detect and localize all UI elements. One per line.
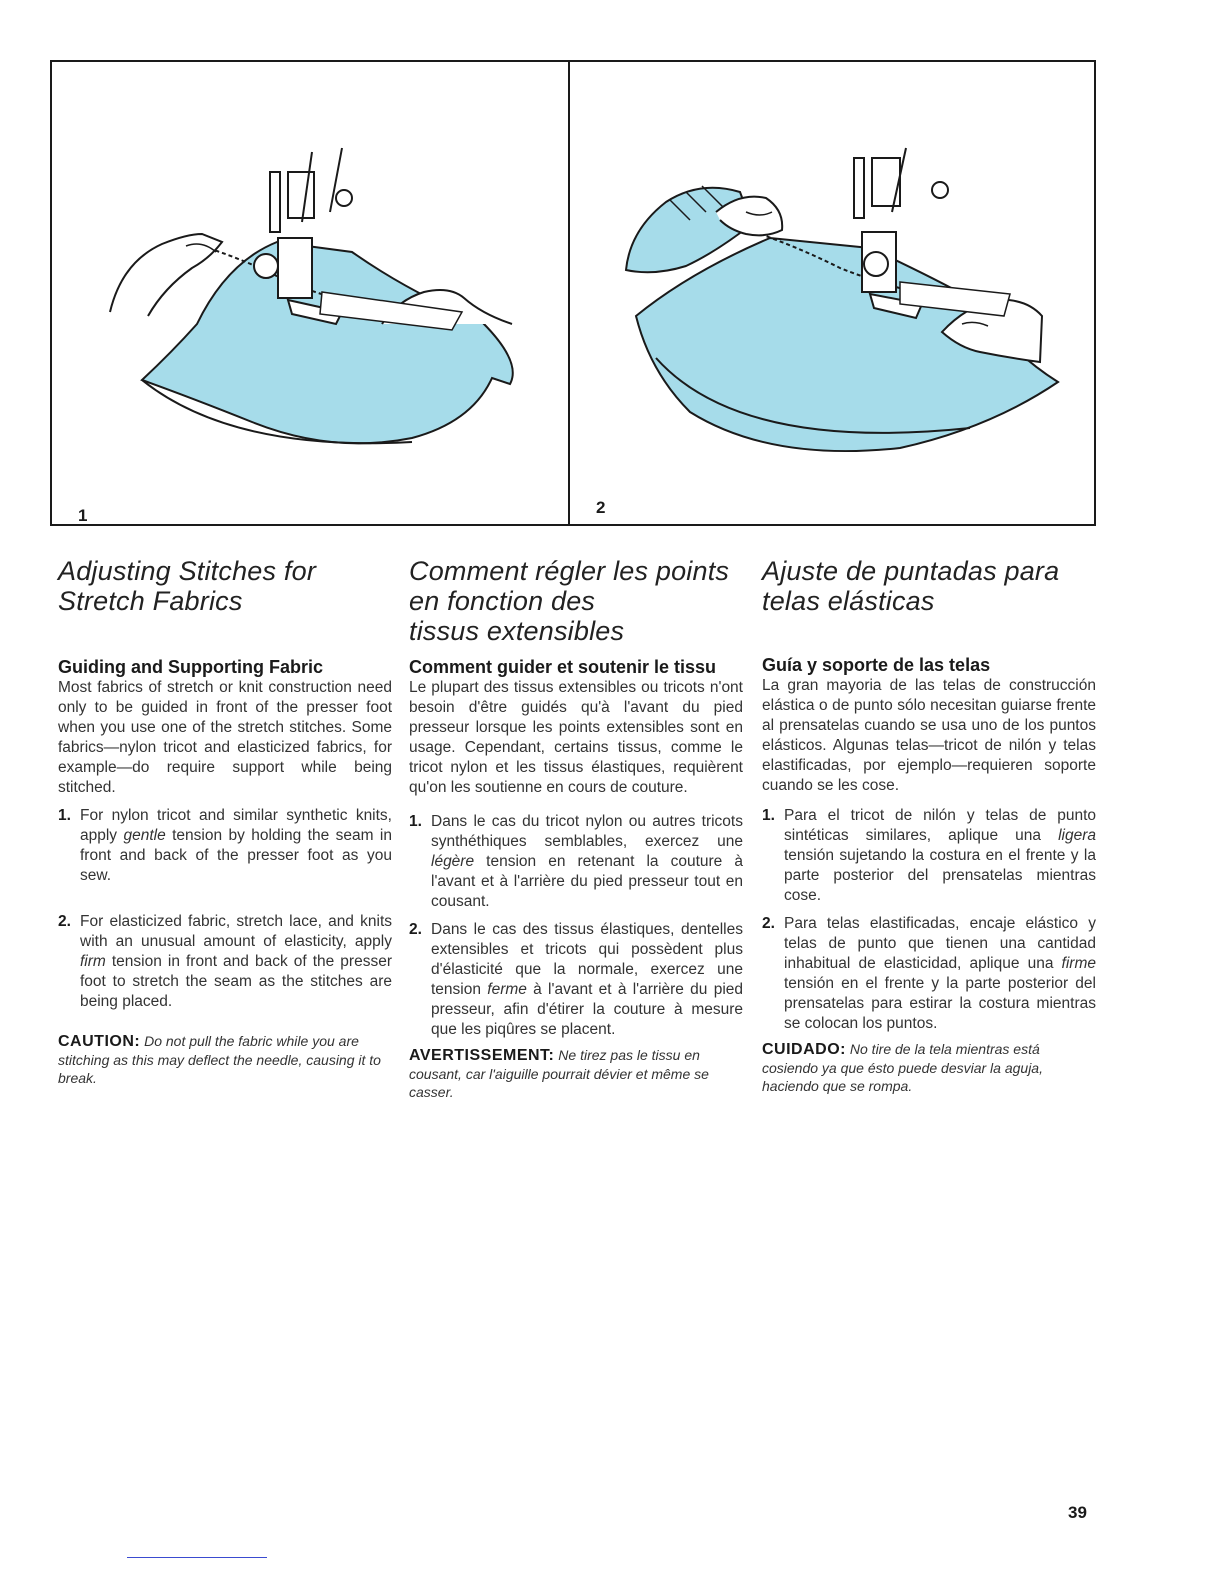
spanish-caution-text: No tire de la tela mientras está cosiendo ya que ésto puede desviar la aguja, haciendo que se rompa. (762, 1041, 1043, 1094)
english-intro: Most fabrics of stretch or knit construction need only to be guided in front of the presser foot when you use one of the stretch stitches. Some fabrics—nylon tricot and elasticized fabrics, for example—do require support while being stitched. (58, 679, 392, 796)
french-intro: Le plupart des tissus extensibles ou tricots n'ont besoin d'être guidés qu'à l'avant du pied presseur lorsque les points extensibles sont en usage. Cependant, certains tissus, comme le tricot nylon et les tissus élastiques, requièrent qu'on les soutienne en cours de couture. (409, 679, 743, 796)
english-column (58, 556, 392, 1087)
french-caution-label: AVERTISSEMENT: (409, 1047, 555, 1064)
english-step-1-text-b: tension by holding the seam in front and back of the presser foot as you sew. (80, 827, 392, 884)
spanish-title-line-2: telas elásticas (762, 586, 935, 616)
french-caution-text: Ne tirez pas le tissu en cousant, car l'aiguille pourrait dévier et même se casser. (409, 1047, 709, 1100)
sewing-machine-hands-supporting-fabric-illustration (570, 62, 1094, 524)
french-step-2 (409, 920, 743, 1040)
panel-2-number: 2 (596, 498, 606, 517)
spanish-caution (762, 1040, 1096, 1095)
spanish-step-2-emphasis: firme (1061, 955, 1096, 972)
french-title (409, 556, 743, 646)
page-number: 39 (1068, 1503, 1087, 1522)
sewing-machine-hands-guiding-fabric-illustration (52, 62, 568, 524)
spanish-column (762, 556, 1096, 1095)
spanish-caution-label: CUIDADO: (762, 1041, 846, 1058)
french-step-1-text-a: Dans le cas du tricot nylon ou autres tricots synthéthiques semblables, exercez une (431, 813, 743, 850)
spanish-step-2-text-b: tensión en el frente y la parte posterior del prensatelas para estirar la costura mientras se colocan los puntos. (784, 975, 1096, 1032)
panel-1-number: 1 (78, 506, 88, 525)
french-step-2-text-a: Dans le cas des tissus élastiques, dentelles extensibles et tricots qui possèdent plus d'élasticité que la normale, exercez une tension (431, 921, 743, 998)
french-step-2-text-b: à l'avant et à l'arrière du pied presseur, afin d'étirer la couture à mesure que les piqûres se placent. (431, 981, 744, 1038)
spanish-step-1-number: 1. (762, 807, 775, 824)
english-step-1 (58, 806, 392, 886)
french-caution (409, 1046, 743, 1101)
french-step-2-emphasis: ferme (487, 981, 527, 998)
english-step-2-emphasis: firm (80, 953, 106, 970)
english-step-2-text-b: tension in front and back of the presser foot to stretch the seam as the stitches are being placed. (80, 953, 392, 1010)
illustration-panel-2 (570, 62, 1094, 524)
french-column (409, 556, 743, 1101)
spanish-step-1-emphasis: ligera (1058, 827, 1096, 844)
spanish-heading: Guía y soporte de las telas (762, 655, 991, 675)
spanish-step-1 (762, 806, 1096, 906)
french-step-2-number: 2. (409, 921, 422, 938)
bottom-rule (127, 1557, 267, 1558)
french-title-line-1: Comment régler les points (409, 556, 730, 586)
english-caution-text: Do not pull the fabric while you are stitching as this may deflect the needle, causing it to break. (58, 1033, 381, 1086)
spanish-step-2 (762, 914, 1096, 1034)
spanish-title (762, 556, 1096, 616)
french-heading: Comment guider et soutenir le tissu (409, 657, 717, 677)
french-step-1-text-b: tension en retenant la couture à l'avant et à l'arrière du pied presseur tout en cousant. (431, 853, 743, 910)
spanish-intro: La gran mayoria de las telas de construcción elástica o de punto sólo necesitan guiarse frente al prensatelas cuando se usa uno de los puntos elásticos. Algunas telas—tricot de nilón y telas elastificadas, por ejemplo—requieren soporte cuando se les cose. (762, 677, 1096, 794)
english-step-2 (58, 912, 392, 1012)
english-step-1-text-a: For nylon tricot and similar synthetic knits, apply (80, 807, 392, 844)
spanish-step-2-number: 2. (762, 915, 775, 932)
spanish-step-1-text-a: Para el tricot de nilón y telas de punto sintéticas similares, aplique una (784, 807, 1096, 844)
english-title-line-2: Stretch Fabrics (58, 586, 243, 616)
french-steps (409, 812, 743, 1040)
french-step-1-emphasis: légère (431, 853, 475, 870)
spanish-title-line-1: Ajuste de puntadas para (762, 556, 1060, 586)
illustration-panel-1 (52, 62, 568, 524)
french-title-line-3: tissus extensibles (409, 616, 625, 646)
english-title (58, 556, 392, 616)
illustration-figure (50, 60, 1096, 526)
french-title-line-2: en fonction des (409, 586, 596, 616)
english-step-1-emphasis: gentle (123, 827, 166, 844)
english-title-line-1: Adjusting Stitches for (58, 556, 317, 586)
english-step-2-number: 2. (58, 913, 71, 930)
spanish-step-1-text-b: tensión sujetando la costura en el frente y la parte posterior del prensatelas mientras cose. (784, 847, 1096, 904)
spanish-steps (762, 806, 1096, 1034)
french-step-1-number: 1. (409, 813, 422, 830)
spanish-step-2-text-a: Para telas elastificadas, encaje elástico y telas de punto que tienen una cantidad inhabitual de elasticidad, aplique una (784, 915, 1096, 972)
english-caution (58, 1032, 392, 1087)
english-step-2-text-a: For elasticized fabric, stretch lace, and knits with an unusual amount of elasticity, apply (80, 913, 392, 950)
english-caution-label: CAUTION: (58, 1033, 141, 1050)
english-steps (58, 806, 392, 1012)
french-step-1 (409, 812, 743, 912)
english-heading: Guiding and Supporting Fabric (58, 657, 323, 677)
english-step-1-number: 1. (58, 807, 71, 824)
